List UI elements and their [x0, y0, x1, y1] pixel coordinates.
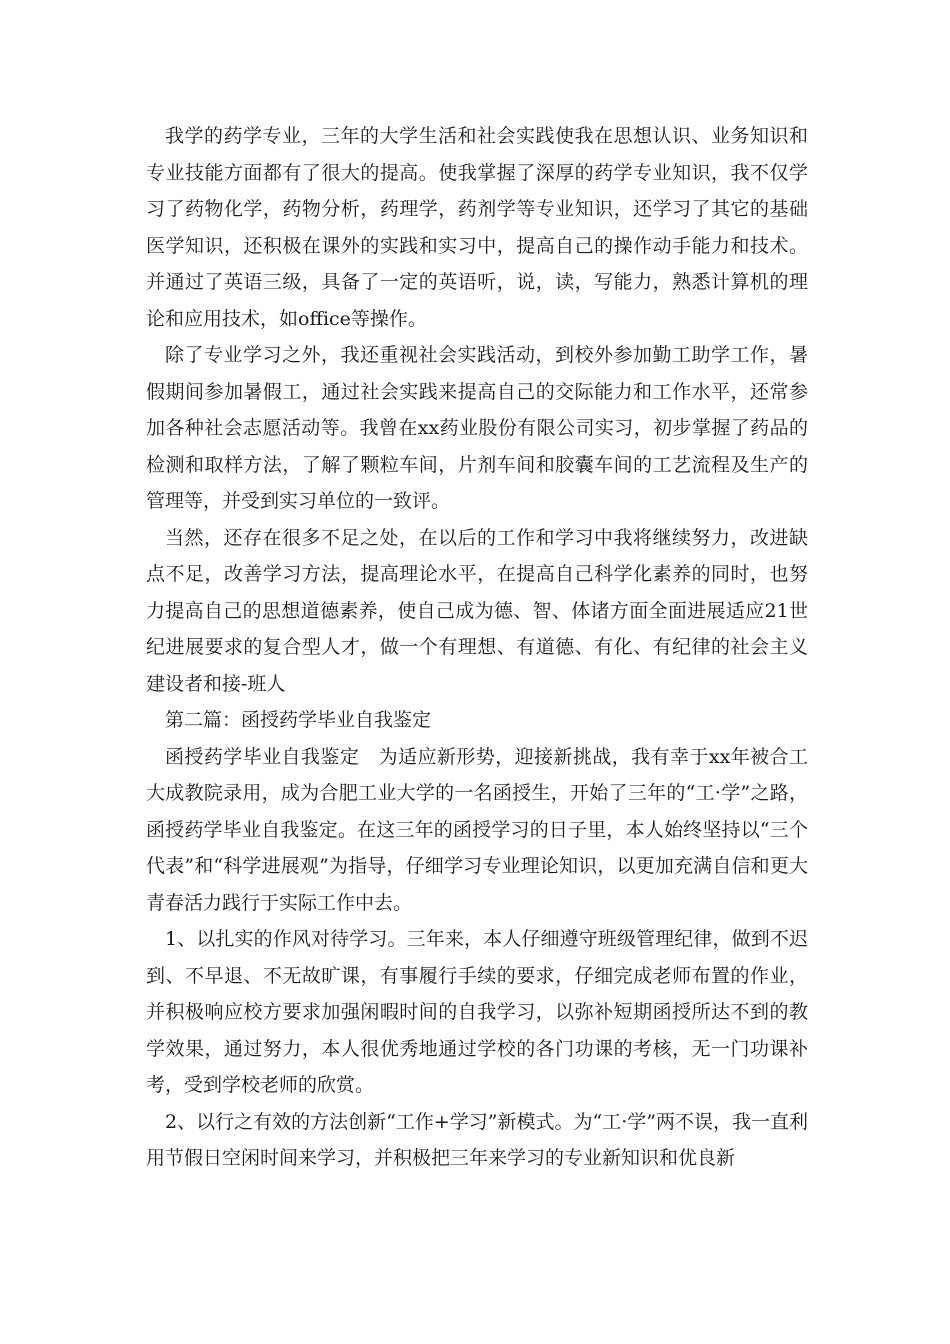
paragraph: 除了专业学习之外，我还重视社会实践活动，到校外参加勤工助学工作，暑假期间参加暑假工，通过社会实践来提高自己的交际能力和工作水平，还常参加各种社会志愿活动等。我曾在xx药业股份有限公司实习，初步掌握了药品的检测和取样方法，了解了颗粒车间，片剂车间和胶囊车间的工艺流程及生产的管理等，并受到实习单位的一致评。: [146, 344, 808, 512]
paragraph: 当然，还存在很多不足之处，在以后的工作和学习中我将继续努力，改进缺点不足，改善学习方法，提高理论水平，在提高自己科学化素养的同时，也努力提高自己的思想道德素养，使自己成为德、智、体诸方面全面进展适应21世纪进展要求的复合型人才，做一个有理想、有道德、有化、有纪律的社会主义建设者和接-班人: [146, 526, 808, 695]
paragraph: 函授药学毕业自我鉴定 为适应新形势，迎接新挑战，我有幸于xx年被合工大成教院录用，成为合肥工业大学的一名函授生，开始了三年的“工·学”之路，函授药学毕业自我鉴定。在这三年的函授学习的日子里，本人始终坚持以“三个代表”和“科学进展观”为指导，仔细学习专业理论知识，以更加充满自信和更大青春活力践行于实际工作中去。: [146, 745, 808, 914]
paragraph: 2、以行之有效的方法创新“工作+学习”新模式。为“工·学”两不误，我一直利用节假日空闲时间来学习，并积极把三年来学习的专业新知识和优良新: [146, 1110, 808, 1169]
section-heading: 第二篇：函授药学毕业自我鉴定: [165, 709, 432, 731]
document-body: [146, 118, 808, 1177]
paragraph: 我学的药学专业，三年的大学生活和社会实践使我在思想认识、业务知识和专业技能方面都有了很大的提高。使我掌握了深厚的药学专业知识，我不仅学习了药物化学，药物分析，药理学，药剂学等专业知识，还学习了其它的基础医学知识，还积极在课外的实践和实习中，提高自己的操作动手能力和技术。并通过了英语三级，具备了一定的英语听，说，读，写能力，熟悉计算机的理论和应用技术，如office等操作。: [146, 125, 808, 330]
paragraph: 1、以扎实的作风对待学习。三年来，本人仔细遵守班级管理纪律，做到不迟到、不早退、不无故旷课，有事履行手续的要求，仔细完成老师布置的作业，并积极响应校方要求加强闲暇时间的自我学习，以弥补短期函授所达不到的教学效果，通过努力，本人很优秀地通过学校的各门功课的考核，无一门功课补考，受到学校老师的欣赏。: [146, 928, 808, 1096]
